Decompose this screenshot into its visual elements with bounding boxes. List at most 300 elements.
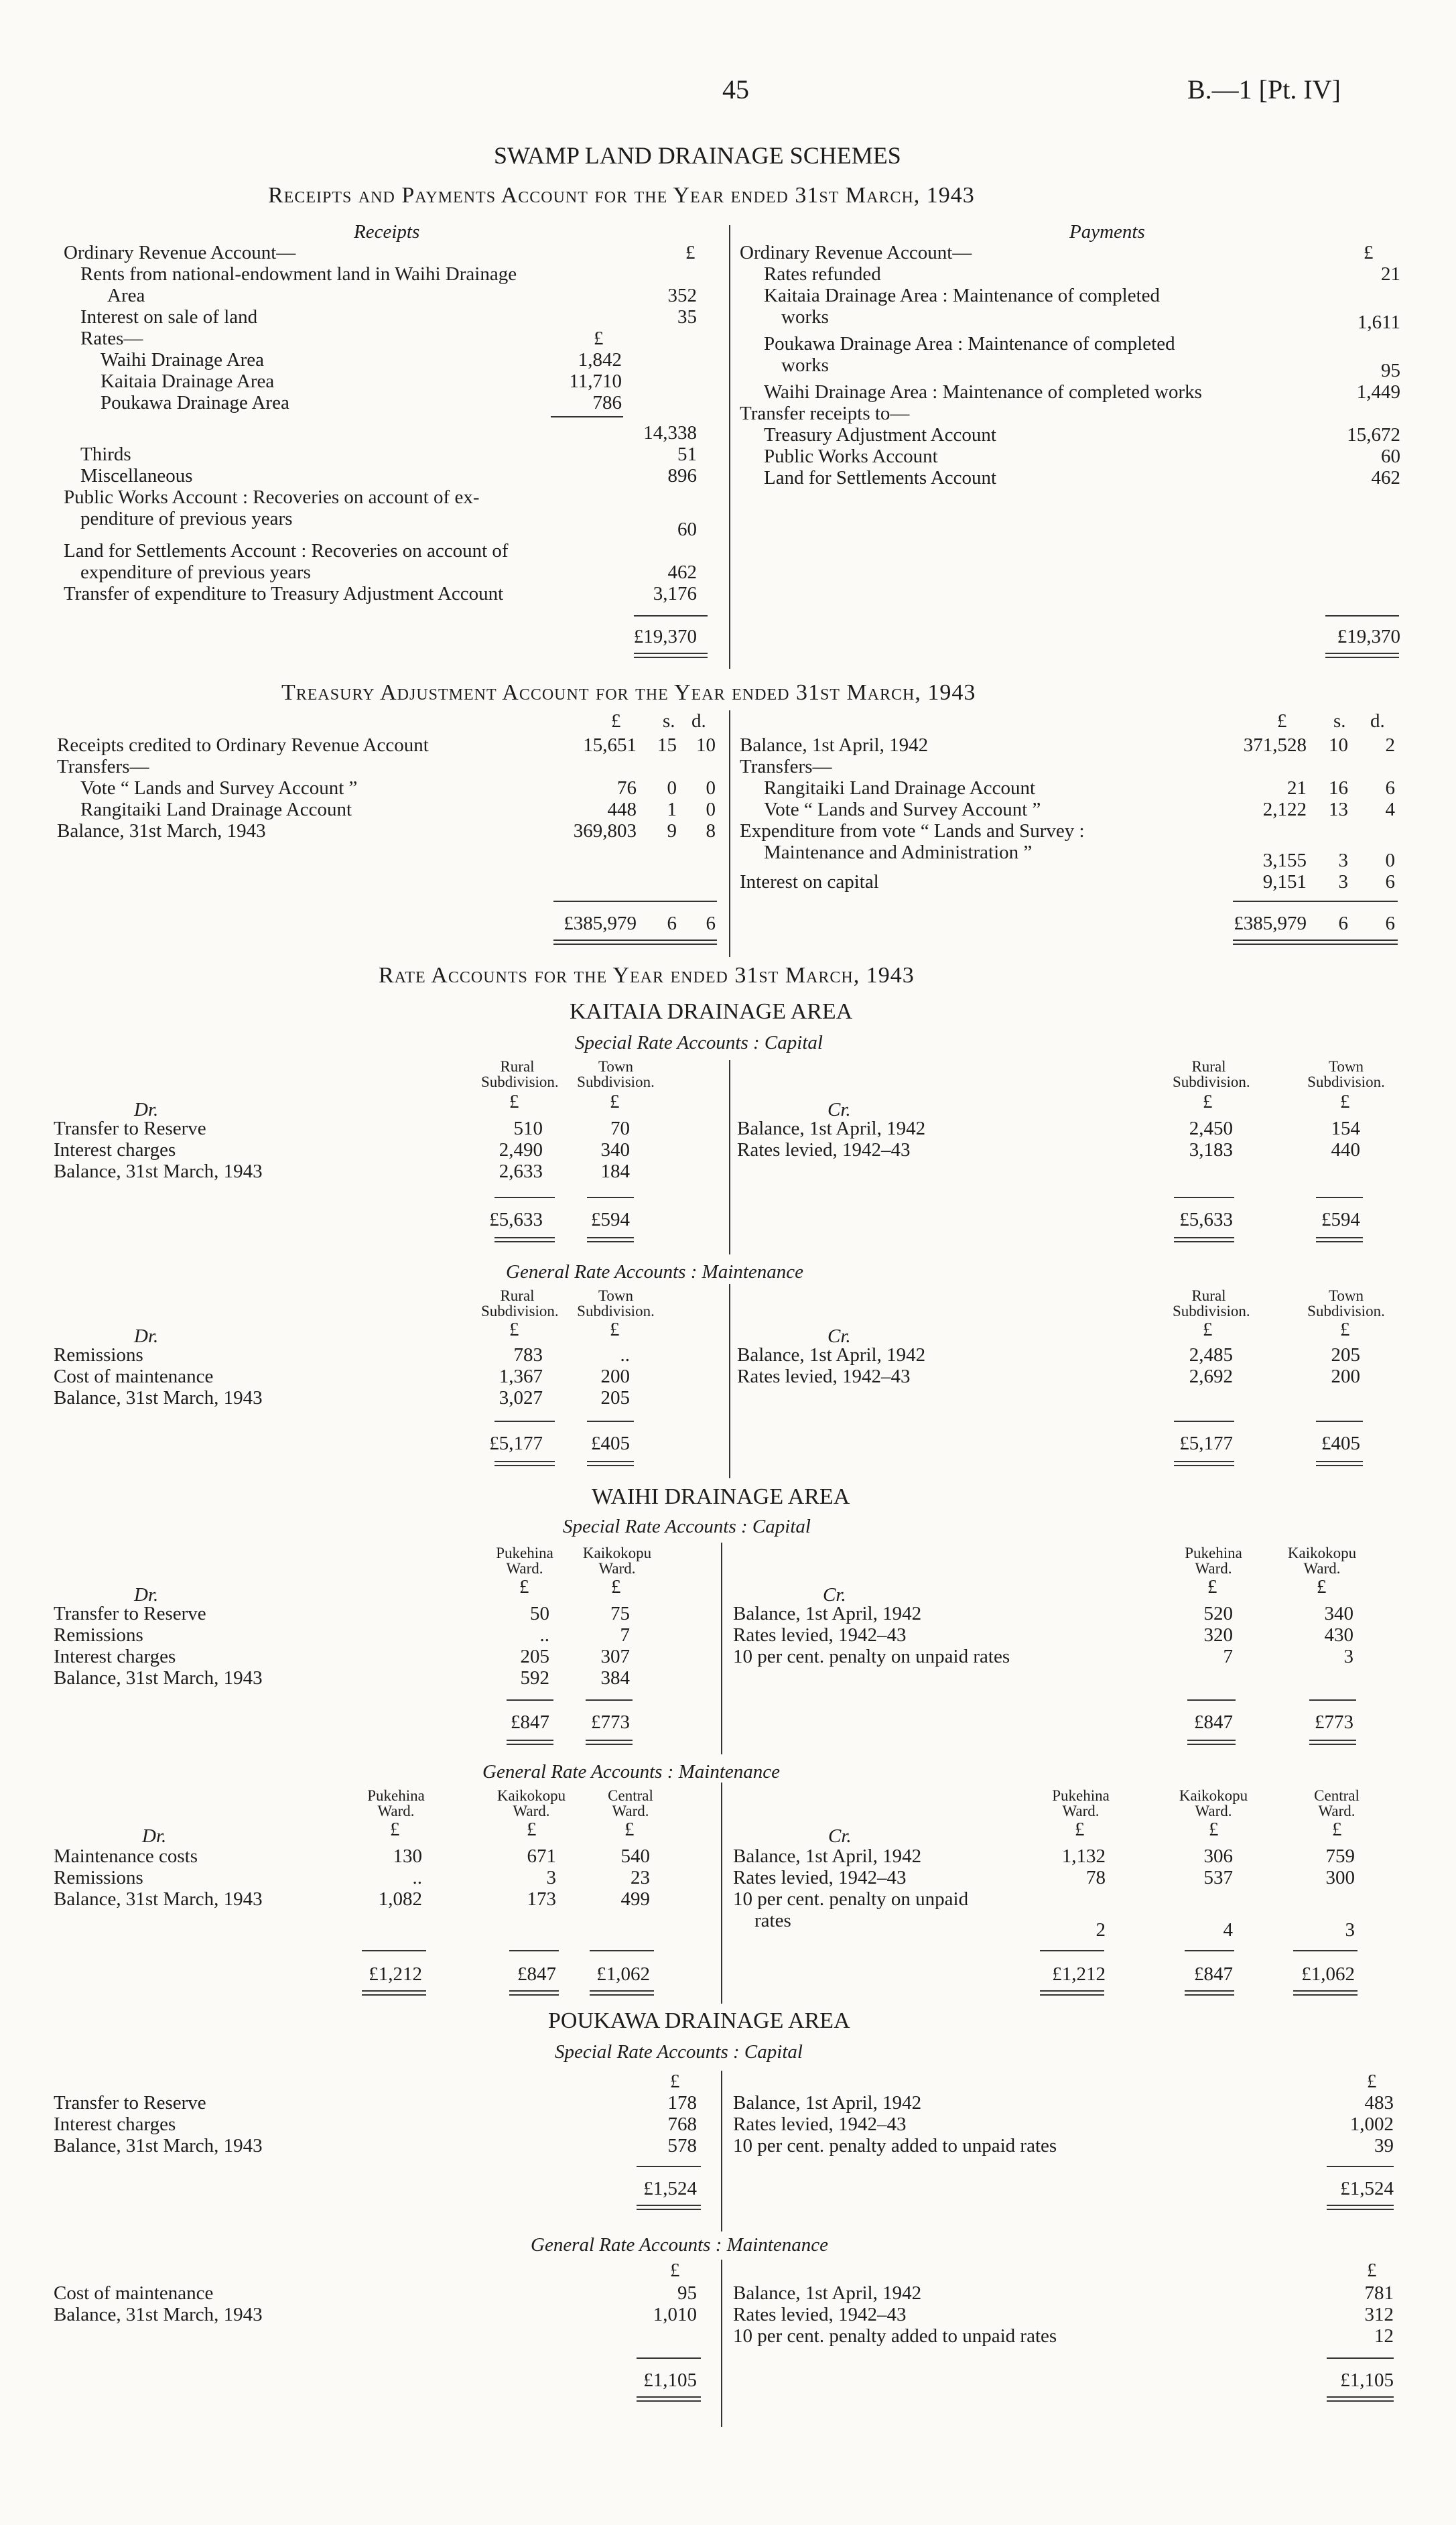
ledger-amount: 340 [1324,1603,1353,1624]
col-pound: £ [390,1819,400,1840]
amount-pounds: £385,979 [1234,913,1307,934]
treasury-line: Receipts credited to Ordinary Revenue Account [57,734,429,756]
total-rule [1293,1950,1358,1951]
ledger-amount: 307 [600,1646,630,1667]
ledger-label: Cost of maintenance [54,2282,214,2304]
col-shillings: s. [663,710,675,732]
treasury-line: Maintenance and Administration ” [764,842,1033,863]
receipts-line: expenditure of previous years [80,562,311,583]
receipts-value: 3,176 [653,583,697,604]
ledger-amount: 781 [1364,2282,1394,2304]
total-double-rule [1309,1740,1356,1745]
ledger-total: £5,633 [489,1209,543,1230]
total-double-rule [494,1237,555,1242]
payments-value: 95 [1381,360,1400,381]
ledger-amount: 306 [1203,1846,1233,1867]
col-pence: d. [1370,710,1385,732]
ledger-total: £1,062 [1301,1963,1355,1985]
col-pound: £ [527,1819,537,1840]
total-double-rule [1187,1740,1236,1745]
waihi-maintenance-heading: General Rate Accounts : Maintenance [482,1761,780,1783]
ledger-amount: 384 [600,1667,630,1689]
col-pound: £ [509,1091,519,1112]
ledger-amount: 39 [1374,2135,1394,2156]
amount-pence: 0 [706,799,716,820]
ledger-label: Transfer to Reserve [54,1118,206,1139]
total-rule [507,1699,553,1701]
col-header: Pukehina Ward. [1185,1545,1242,1577]
ledger-label: 10 per cent. penalty added to unpaid rates [733,2135,1057,2156]
col-pound: £ [1367,2260,1377,2281]
ledger-amount: 70 [610,1118,630,1139]
receipts-label: Receipts [354,221,420,243]
total-rule [1187,1699,1236,1701]
column-divider [729,225,730,669]
treasury-line: Vote “ Lands and Survey Account ” [80,777,358,799]
col-pound: £ [610,1091,620,1112]
ledger-total: £405 [591,1433,630,1454]
payments-value: 21 [1381,263,1400,285]
receipts-value: 51 [677,444,697,465]
receipts-line: Interest on sale of land [80,306,258,328]
total-double-rule [1327,2396,1394,2402]
ledger-amount: 430 [1324,1624,1353,1646]
receipts-line: Poukawa Drainage Area [101,392,289,413]
kaitaia-capital-heading: Special Rate Accounts : Capital [575,1032,823,1053]
total-rule [1327,2166,1394,2167]
ledger-label: Transfer to Reserve [54,2092,206,2114]
receipts-value: 60 [677,519,697,540]
ledger-amount: 200 [1331,1366,1360,1387]
ledger-amount: 2 [1096,1919,1106,1941]
col-pound: £ [1203,1319,1213,1340]
ledger-amount: 75 [610,1603,630,1624]
col-pound: £ [1075,1819,1085,1840]
kaitaia-maintenance-heading: General Rate Accounts : Maintenance [506,1261,803,1283]
ledger-label: rates [754,1910,791,1931]
ledger-amount: 154 [1331,1118,1360,1139]
payments-line: Land for Settlements Account [764,467,997,489]
payments-line: Poukawa Drainage Area : Maintenance of completed [764,333,1175,354]
ledger-total: £773 [591,1711,630,1733]
amount-shillings: 3 [1338,850,1348,871]
ledger-amount: 1,010 [653,2304,697,2325]
payments-line: works [781,354,829,376]
amount-pounds: £385,979 [564,913,637,934]
amount-pounds: 369,803 [573,820,637,842]
ledger-amount: 3 [1343,1646,1353,1667]
total-rule [1174,1197,1234,1198]
total-rule [587,1197,634,1198]
pound-header: £ [594,328,604,349]
ledger-amount: 578 [667,2135,697,2156]
treasury-line: Expenditure from vote “ Lands and Survey : [740,820,1085,842]
col-pound: £ [1207,1576,1217,1598]
ledger-amount: 184 [600,1161,630,1182]
ledger-total: £773 [1315,1711,1353,1733]
payments-line: Waihi Drainage Area : Maintenance of completed works [764,381,1202,403]
total-double-rule [1327,2205,1394,2210]
ledger-label: Balance, 1st April, 1942 [733,2282,922,2304]
col-pound: £ [611,1576,621,1598]
receipts-payments-heading: Receipts and Payments Account for the Year ended 31st March, 1943 [268,183,975,208]
column-divider [721,1783,722,2004]
col-pound: £ [670,2071,680,2092]
total-double-rule [1325,653,1399,658]
ledger-total: £1,524 [1340,2178,1394,2199]
ledger-label: Balance, 31st March, 1943 [54,1387,263,1409]
amount-pence: 6 [706,913,716,934]
total-rule [494,1421,555,1422]
ledger-label: Balance, 1st April, 1942 [737,1344,926,1366]
amount-pounds: 21 [1287,777,1307,799]
payments-line: Public Works Account [764,446,938,467]
ledger-label: 10 per cent. penalty on unpaid rates [733,1646,1010,1667]
amount-pounds: 2,122 [1262,799,1307,820]
ledger-amount: 200 [600,1366,630,1387]
total-double-rule [1174,1237,1234,1242]
total-rule [494,1197,555,1198]
amount-pence: 0 [1385,850,1395,871]
amount-shillings: 1 [667,799,677,820]
ledger-label: Balance, 31st March, 1943 [54,1888,263,1910]
ledger-amount: 1,367 [499,1366,543,1387]
payments-line: Rates refunded [764,263,881,285]
ledger-amount: 3 [546,1867,556,1888]
ledger-total: £5,177 [489,1433,543,1454]
col-pound: £ [1332,1819,1342,1840]
ledger-total: £1,524 [643,2178,697,2199]
ledger-amount: 759 [1325,1846,1355,1867]
amount-pence: 10 [696,734,716,756]
amount-pence: 6 [1385,777,1395,799]
amount-shillings: 9 [667,820,677,842]
receipts-value: 896 [667,465,697,487]
col-pound: £ [519,1576,529,1598]
amount-pounds: 3,155 [1262,850,1307,871]
ledger-label: Rates levied, 1942–43 [733,1867,907,1888]
col-pound: £ [1277,710,1287,732]
ledger-total: £1,105 [1340,2370,1394,2391]
col-header: Central Ward. [1314,1787,1360,1819]
col-pound: £ [610,1319,620,1340]
ledger-label: Interest charges [54,2114,176,2135]
receipts-line: Area [107,285,145,306]
ledger-amount: 537 [1203,1867,1233,1888]
ledger-amount: 205 [600,1387,630,1409]
total-rule [1185,1950,1234,1951]
poukawa-maintenance-heading: General Rate Accounts : Maintenance [531,2234,828,2256]
total-double-rule [1293,1990,1358,1996]
ledger-amount: 1,132 [1061,1846,1106,1867]
waihi-capital-heading: Special Rate Accounts : Capital [563,1516,811,1537]
receipts-line: Rents from national-endowment land in Waihi Drainage [80,263,517,285]
payments-line: Transfer receipts to— [740,403,910,424]
receipts-subvalue: 786 [592,392,622,413]
ledger-total: £847 [511,1711,549,1733]
receipts-line: Transfer of expenditure to Treasury Adjustment Account [64,583,504,604]
receipts-line: Rates— [80,328,143,349]
col-header: Kaikokopu Ward. [1179,1787,1248,1819]
col-pence: d. [691,710,706,732]
col-pound: £ [1340,1091,1350,1112]
cr-label: Cr. [828,1099,851,1120]
treasury-line: Vote “ Lands and Survey Account ” [764,799,1041,820]
ledger-label: Remissions [54,1867,143,1888]
amount-shillings: 10 [1329,734,1348,756]
ledger-amount: 178 [667,2092,697,2114]
receipts-line: Thirds [80,444,131,465]
ledger-total: £1,105 [643,2370,697,2391]
ledger-label: Maintenance costs [54,1846,198,1867]
treasury-line: Rangitaiki Land Drainage Account [764,777,1036,799]
ledger-amount: 2,450 [1189,1118,1233,1139]
amount-shillings: 3 [1338,871,1348,893]
ledger-amount: 95 [677,2282,697,2304]
dr-label: Dr. [134,1099,159,1120]
ledger-amount: 2,490 [499,1139,543,1161]
amount-shillings: 13 [1329,799,1348,820]
col-pound: £ [670,2260,680,2281]
ledger-amount: .. [412,1867,422,1888]
cr-label: Cr. [828,1825,852,1847]
waihi-title: WAIHI DRAINAGE AREA [592,1484,850,1509]
dr-label: Dr. [134,1325,159,1347]
ledger-amount: 78 [1086,1867,1106,1888]
total-rule [1174,1421,1234,1422]
kaitaia-title: KAITAIA DRAINAGE AREA [570,999,853,1024]
col-header: Town Subdivision. [577,1287,655,1319]
column-divider [721,1543,722,1754]
ledger-amount: 173 [527,1888,556,1910]
total-double-rule [1316,1237,1363,1242]
ledger-amount: 768 [667,2114,697,2135]
amount-pounds: 76 [617,777,637,799]
amount-shillings: 16 [1329,777,1348,799]
ledger-label: Remissions [54,1624,143,1646]
col-pound: £ [611,710,621,732]
total-double-rule [1233,940,1398,945]
ledger-amount: 3,183 [1189,1139,1233,1161]
treasury-heading: Treasury Adjustment Account for the Year ended 31st March, 1943 [281,680,976,705]
ledger-amount: 312 [1364,2304,1394,2325]
ledger-label: Balance, 31st March, 1943 [54,1667,263,1689]
ledger-total: £594 [1321,1209,1360,1230]
ledger-label: Interest charges [54,1646,176,1667]
ledger-amount: 3 [1345,1919,1355,1941]
ledger-amount: 783 [513,1344,543,1366]
total-double-rule [1185,1990,1234,1996]
amount-shillings: 15 [657,734,677,756]
total-double-rule [509,1990,559,1996]
ledger-amount: 2,633 [499,1161,543,1182]
ledger-label: Balance, 31st March, 1943 [54,2304,263,2325]
col-pound: £ [1340,1319,1350,1340]
ledger-total: £5,633 [1179,1209,1233,1230]
ledger-amount: 499 [620,1888,650,1910]
col-header: Central Ward. [608,1787,653,1819]
ledger-amount: 3,027 [499,1387,543,1409]
ledger-label: 10 per cent. penalty added to unpaid rates [733,2325,1057,2347]
pound-header: £ [685,242,696,263]
col-header: Town Subdivision. [577,1058,655,1090]
ledger-label: Balance, 1st April, 1942 [733,1846,922,1867]
poukawa-capital-heading: Special Rate Accounts : Capital [555,2041,803,2063]
col-pound: £ [1209,1819,1219,1840]
amount-pence: 6 [1385,913,1395,934]
column-divider [729,1060,730,1254]
receipts-line: Ordinary Revenue Account— [64,242,296,263]
column-divider [721,2071,722,2231]
receipts-total: £19,370 [633,626,697,647]
ledger-label: Balance, 1st April, 1942 [733,2092,922,2114]
col-pound: £ [509,1319,519,1340]
ledger-total: £1,212 [369,1963,422,1985]
ledger-label: Transfer to Reserve [54,1603,206,1624]
cr-label: Cr. [828,1325,851,1347]
amount-pounds: 15,651 [583,734,637,756]
receipts-line: Public Works Account : Recoveries on account of ex- [64,487,480,508]
ledger-total: £847 [1194,1711,1233,1733]
treasury-line: Transfers— [740,756,832,777]
ledger-label: Interest charges [54,1139,176,1161]
ledger-label: Cost of maintenance [54,1366,214,1387]
ledger-amount: 520 [1203,1603,1233,1624]
ledger-amount: 2,692 [1189,1366,1233,1387]
ledger-amount: 1,082 [378,1888,422,1910]
ledger-total: £594 [591,1209,630,1230]
payments-value: 15,672 [1347,424,1400,446]
ledger-amount: 300 [1325,1867,1355,1888]
treasury-line: Rangitaiki Land Drainage Account [80,799,352,820]
amount-pounds: 9,151 [1262,871,1307,893]
receipts-value: 35 [677,306,697,328]
total-rule [586,1699,633,1701]
ledger-label: Rates levied, 1942–43 [733,2114,907,2135]
ledger-amount: 320 [1203,1624,1233,1646]
amount-pounds: 448 [607,799,637,820]
ledger-amount: 23 [631,1867,650,1888]
total-double-rule [494,1461,555,1466]
col-shillings: s. [1333,710,1346,732]
col-header: Rural Subdivision. [481,1058,559,1090]
ledger-label: Balance, 31st March, 1943 [54,2135,263,2156]
total-double-rule [586,1740,633,1745]
col-header: Rural Subdivision. [1173,1058,1250,1090]
ledger-label: Balance, 31st March, 1943 [54,1161,263,1182]
total-rule [1316,1421,1363,1422]
payments-label: Payments [1069,221,1145,243]
dr-label: Dr. [142,1825,167,1847]
ledger-amount: 2,485 [1189,1344,1233,1366]
ledger-amount: 205 [520,1646,549,1667]
treasury-line: Transfers— [57,756,149,777]
ledger-amount: 4 [1223,1919,1233,1941]
receipts-subvalue: 1,842 [578,349,622,371]
ledger-label: Balance, 1st April, 1942 [737,1118,926,1139]
dr-label: Dr. [134,1584,159,1606]
total-double-rule [634,653,708,658]
subtotal-rule [551,416,623,417]
total-rule [553,901,717,902]
total-rule [1325,615,1399,617]
ledger-total: £1,212 [1052,1963,1106,1985]
ledger-total: £847 [517,1963,556,1985]
col-header: Town Subdivision. [1307,1287,1385,1319]
col-header: Kaikokopu Ward. [1287,1545,1357,1577]
receipts-line: Waihi Drainage Area [101,349,265,371]
total-double-rule [587,1237,634,1242]
ledger-total: £1,062 [596,1963,650,1985]
ledger-amount: 1,002 [1349,2114,1394,2135]
receipts-subvalue: 11,710 [569,371,622,392]
cr-label: Cr. [823,1584,846,1606]
ledger-amount: .. [620,1344,630,1366]
col-pound: £ [1203,1091,1213,1112]
receipts-value: 462 [667,562,697,583]
col-pound: £ [1317,1576,1327,1598]
col-header: Kaikokopu Ward. [497,1787,566,1819]
total-rule [637,2357,701,2359]
total-rule [590,1950,654,1951]
total-rule [1233,901,1398,902]
amount-pence: 4 [1385,799,1395,820]
total-rule [637,2166,701,2167]
document-reference: B.—1 [Pt. IV] [1187,74,1341,105]
column-divider [729,1284,730,1478]
amount-shillings: 0 [667,777,677,799]
total-rule [1040,1950,1104,1951]
pound-header: £ [1364,242,1374,263]
receipts-line: Kaitaia Drainage Area [101,371,275,392]
treasury-line: Balance, 1st April, 1942 [740,734,929,756]
amount-pence: 2 [1385,734,1395,756]
ledger-total: £847 [1194,1963,1233,1985]
ledger-amount: 205 [1331,1344,1360,1366]
ledger-amount: .. [539,1624,549,1646]
total-rule [634,615,708,617]
amount-shillings: 6 [667,913,677,934]
ledger-amount: 671 [527,1846,556,1867]
total-double-rule [637,2205,701,2210]
col-header: Pukehina Ward. [496,1545,553,1577]
total-double-rule [637,2396,701,2402]
payments-line: works [781,306,829,328]
col-pound: £ [624,1819,635,1840]
ledger-label: Rates levied, 1942–43 [733,2304,907,2325]
ledger-label: Remissions [54,1344,143,1366]
poukawa-title: POUKAWA DRAINAGE AREA [548,2008,850,2033]
ledger-label: 10 per cent. penalty on unpaid [733,1888,969,1910]
payments-line: Kaitaia Drainage Area : Maintenance of completed [764,285,1161,306]
total-double-rule [362,1990,426,1996]
ledger-label: Rates levied, 1942–43 [737,1139,911,1161]
column-divider [721,2260,722,2427]
receipts-value: 352 [667,285,697,306]
ledger-total: £5,177 [1179,1433,1233,1454]
total-double-rule [587,1461,634,1466]
ledger-amount: 540 [620,1846,650,1867]
total-double-rule [1174,1461,1234,1466]
column-divider [729,710,730,957]
ledger-total: £405 [1321,1433,1360,1454]
total-double-rule [507,1740,553,1745]
document-title: SWAMP LAND DRAINAGE SCHEMES [494,142,901,169]
total-double-rule [553,940,717,945]
ledger-amount: 340 [600,1139,630,1161]
col-header: Rural Subdivision. [481,1287,559,1319]
ledger-amount: 12 [1374,2325,1394,2347]
